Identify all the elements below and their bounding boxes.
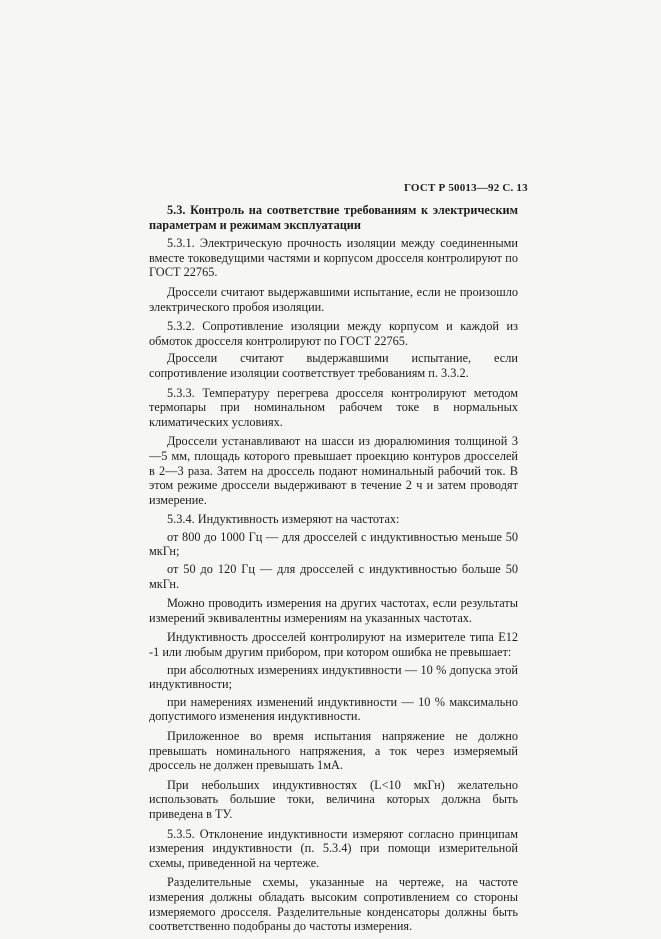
paragraph: при намерениях изменений индуктивности — 10 % максимально допустимого изменения индуктивности. — [149, 694, 518, 724]
paragraph: Дроссели устанавливают на шасси из дюралюминия толщиной 3—5 мм, площадь которого превышает проекцию контуров дросселей в 2—3 раза. Затем на дроссель подают номинальный рабочий ток. В этом режиме дроссели выдерживают в течение 2 ч и затем проводят измерение. — [149, 434, 518, 507]
running-header: ГОСТ Р 50013—92 С. 13 — [404, 182, 528, 194]
paragraph: Индуктивность дросселей контролируют на измерителе типа Е12 -1 или любым другим прибором, при котором ошибка не превышает: — [149, 630, 518, 660]
paragraph: Приложенное во время испытания напряжение не должно превышать номинального напряжения, а ток через измеряемый дроссель не должен превышать 1мА. — [149, 729, 518, 773]
paragraph: при абсолютных измерениях индуктивности — 10 % допуска этой индуктивности; — [149, 662, 518, 692]
paragraph: 5.3.3. Температуру перегрева дросселя контролируют методом термопары при номинальном рабочем токе в нормальных климатических условиях. — [149, 385, 518, 429]
section-heading: 5.3. Контроль на соответствие требованиям к электрическим параметрам и режимам эксплуатации — [149, 203, 518, 232]
paragraph: 5.3.2. Сопротивление изоляции между корпусом и каждой из обмоток дросселя контролируют по ГОСТ 22765. — [149, 319, 518, 348]
paragraph: 5.3.1. Электрическую прочность изоляции между соединенными вместе токоведущими частями и корпусом дросселя контролируют по ГОСТ 22765. — [149, 236, 518, 280]
paragraph: Дроссели считают выдержавшими испытание, если сопротивление изоляции соответствует требованиям п. 3.3.2. — [149, 351, 518, 380]
paragraph: Можно проводить измерения на других частотах, если результаты измерений эквивалентны измерениям на указанных частотах. — [149, 596, 518, 625]
paragraph: Дроссели считают выдержавшими испытание, если не произошло электрического пробоя изоляции. — [149, 284, 518, 314]
paragraph: от 800 до 1000 Гц — для дросселей с индуктивностью меньше 50 мкГн; — [149, 529, 518, 559]
body-text — [149, 203, 518, 939]
paragraph: Разделительные схемы, указанные на чертеже, на частоте измерения должны обладать высоким сопротивлением со стороны измеряемого дросселя. Разделительные конденсаторы должны быть соответственно подобраны до частоты измерения. — [149, 875, 518, 934]
paragraph: При небольших индуктивностях (L<10 мкГн) желательно использовать большие токи, величина которых должна быть приведена в ТУ. — [149, 777, 518, 821]
paragraph: 5.3.5. Отклонение индуктивности измеряют согласно принципам измерения индуктивности (п. 5.3.4) при помощи измерительной схемы, приведенной на чертеже. — [149, 826, 518, 870]
paragraph: 5.3.4. Индуктивность измеряют на частотах: — [167, 512, 400, 527]
paragraph: от 50 до 120 Гц — для дросселей с индуктивностью больше 50 мкГн. — [149, 562, 518, 591]
